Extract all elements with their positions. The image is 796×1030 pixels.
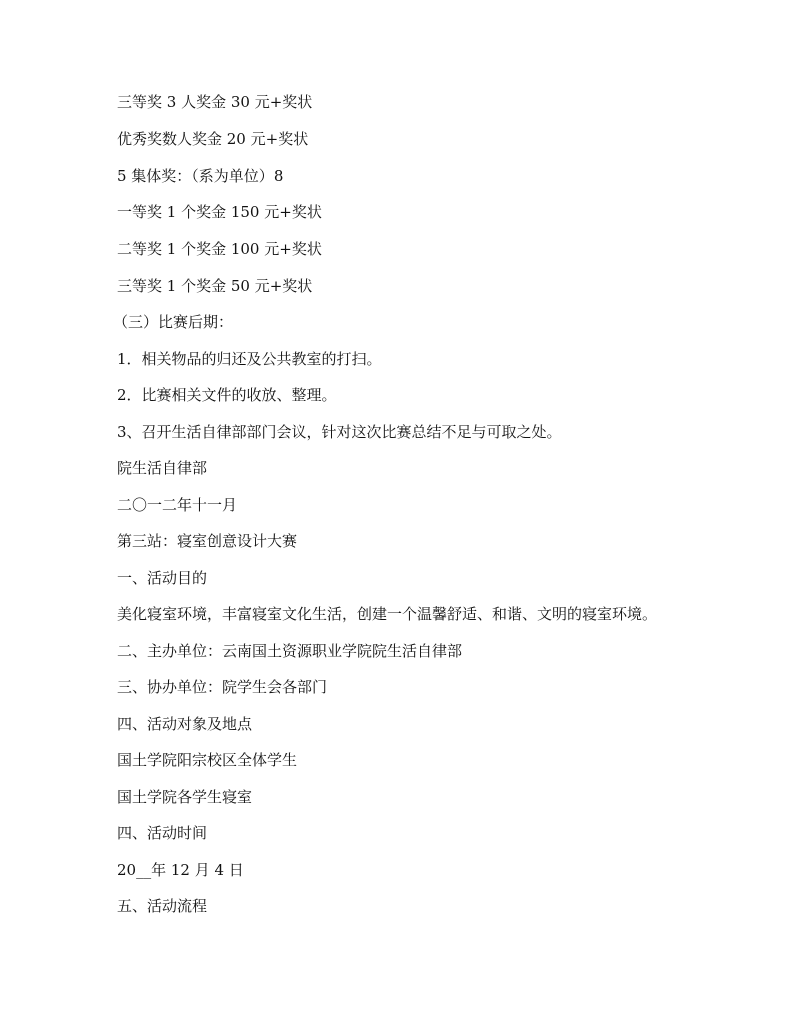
paragraph: 国土学院阳宗校区全体学生 — [117, 751, 298, 769]
section-heading: 二、主办单位：云南国土资源职业学院院生活自律部 — [117, 642, 463, 660]
section-heading: 三、协办单位：院学生会各部门 — [117, 678, 328, 696]
section-heading: 四、活动对象及地点 — [117, 715, 253, 733]
text-line: 一等奖 1 个奖金 150 元+奖状 — [117, 203, 322, 221]
section-heading: 五、活动流程 — [117, 897, 208, 915]
text-line: 三等奖 1 个奖金 50 元+奖状 — [117, 277, 313, 295]
text-line: 5 集体奖：（系为单位）8 — [117, 167, 284, 185]
section-title: 第三站：寝室创意设计大赛 — [117, 532, 298, 550]
text-line: 优秀奖数人奖金 20 元+奖状 — [117, 130, 309, 148]
signature-date: 二〇一二年十一月 — [117, 496, 238, 514]
text-line: 二等奖 1 个奖金 100 元+奖状 — [117, 240, 322, 258]
signature-department: 院生活自律部 — [117, 459, 208, 477]
list-item: 1．相关物品的归还及公共教室的打扫。 — [117, 350, 382, 368]
section-heading: 四、活动时间 — [117, 824, 208, 842]
list-item: 3、召开生活自律部部门会议，针对这次比赛总结不足与可取之处。 — [117, 423, 562, 441]
section-heading: （三）比赛后期： — [113, 313, 234, 331]
section-heading: 一、活动目的 — [117, 569, 208, 587]
text-line: 三等奖 3 人奖金 30 元+奖状 — [117, 93, 313, 111]
paragraph: 20__年 12 月 4 日 — [117, 861, 244, 879]
paragraph: 国土学院各学生寝室 — [117, 788, 253, 806]
paragraph: 美化寝室环境，丰富寝室文化生活，创建一个温馨舒适、和谐、文明的寝室环境。 — [117, 605, 658, 623]
list-item: 2．比赛相关文件的收放、整理。 — [117, 386, 337, 404]
